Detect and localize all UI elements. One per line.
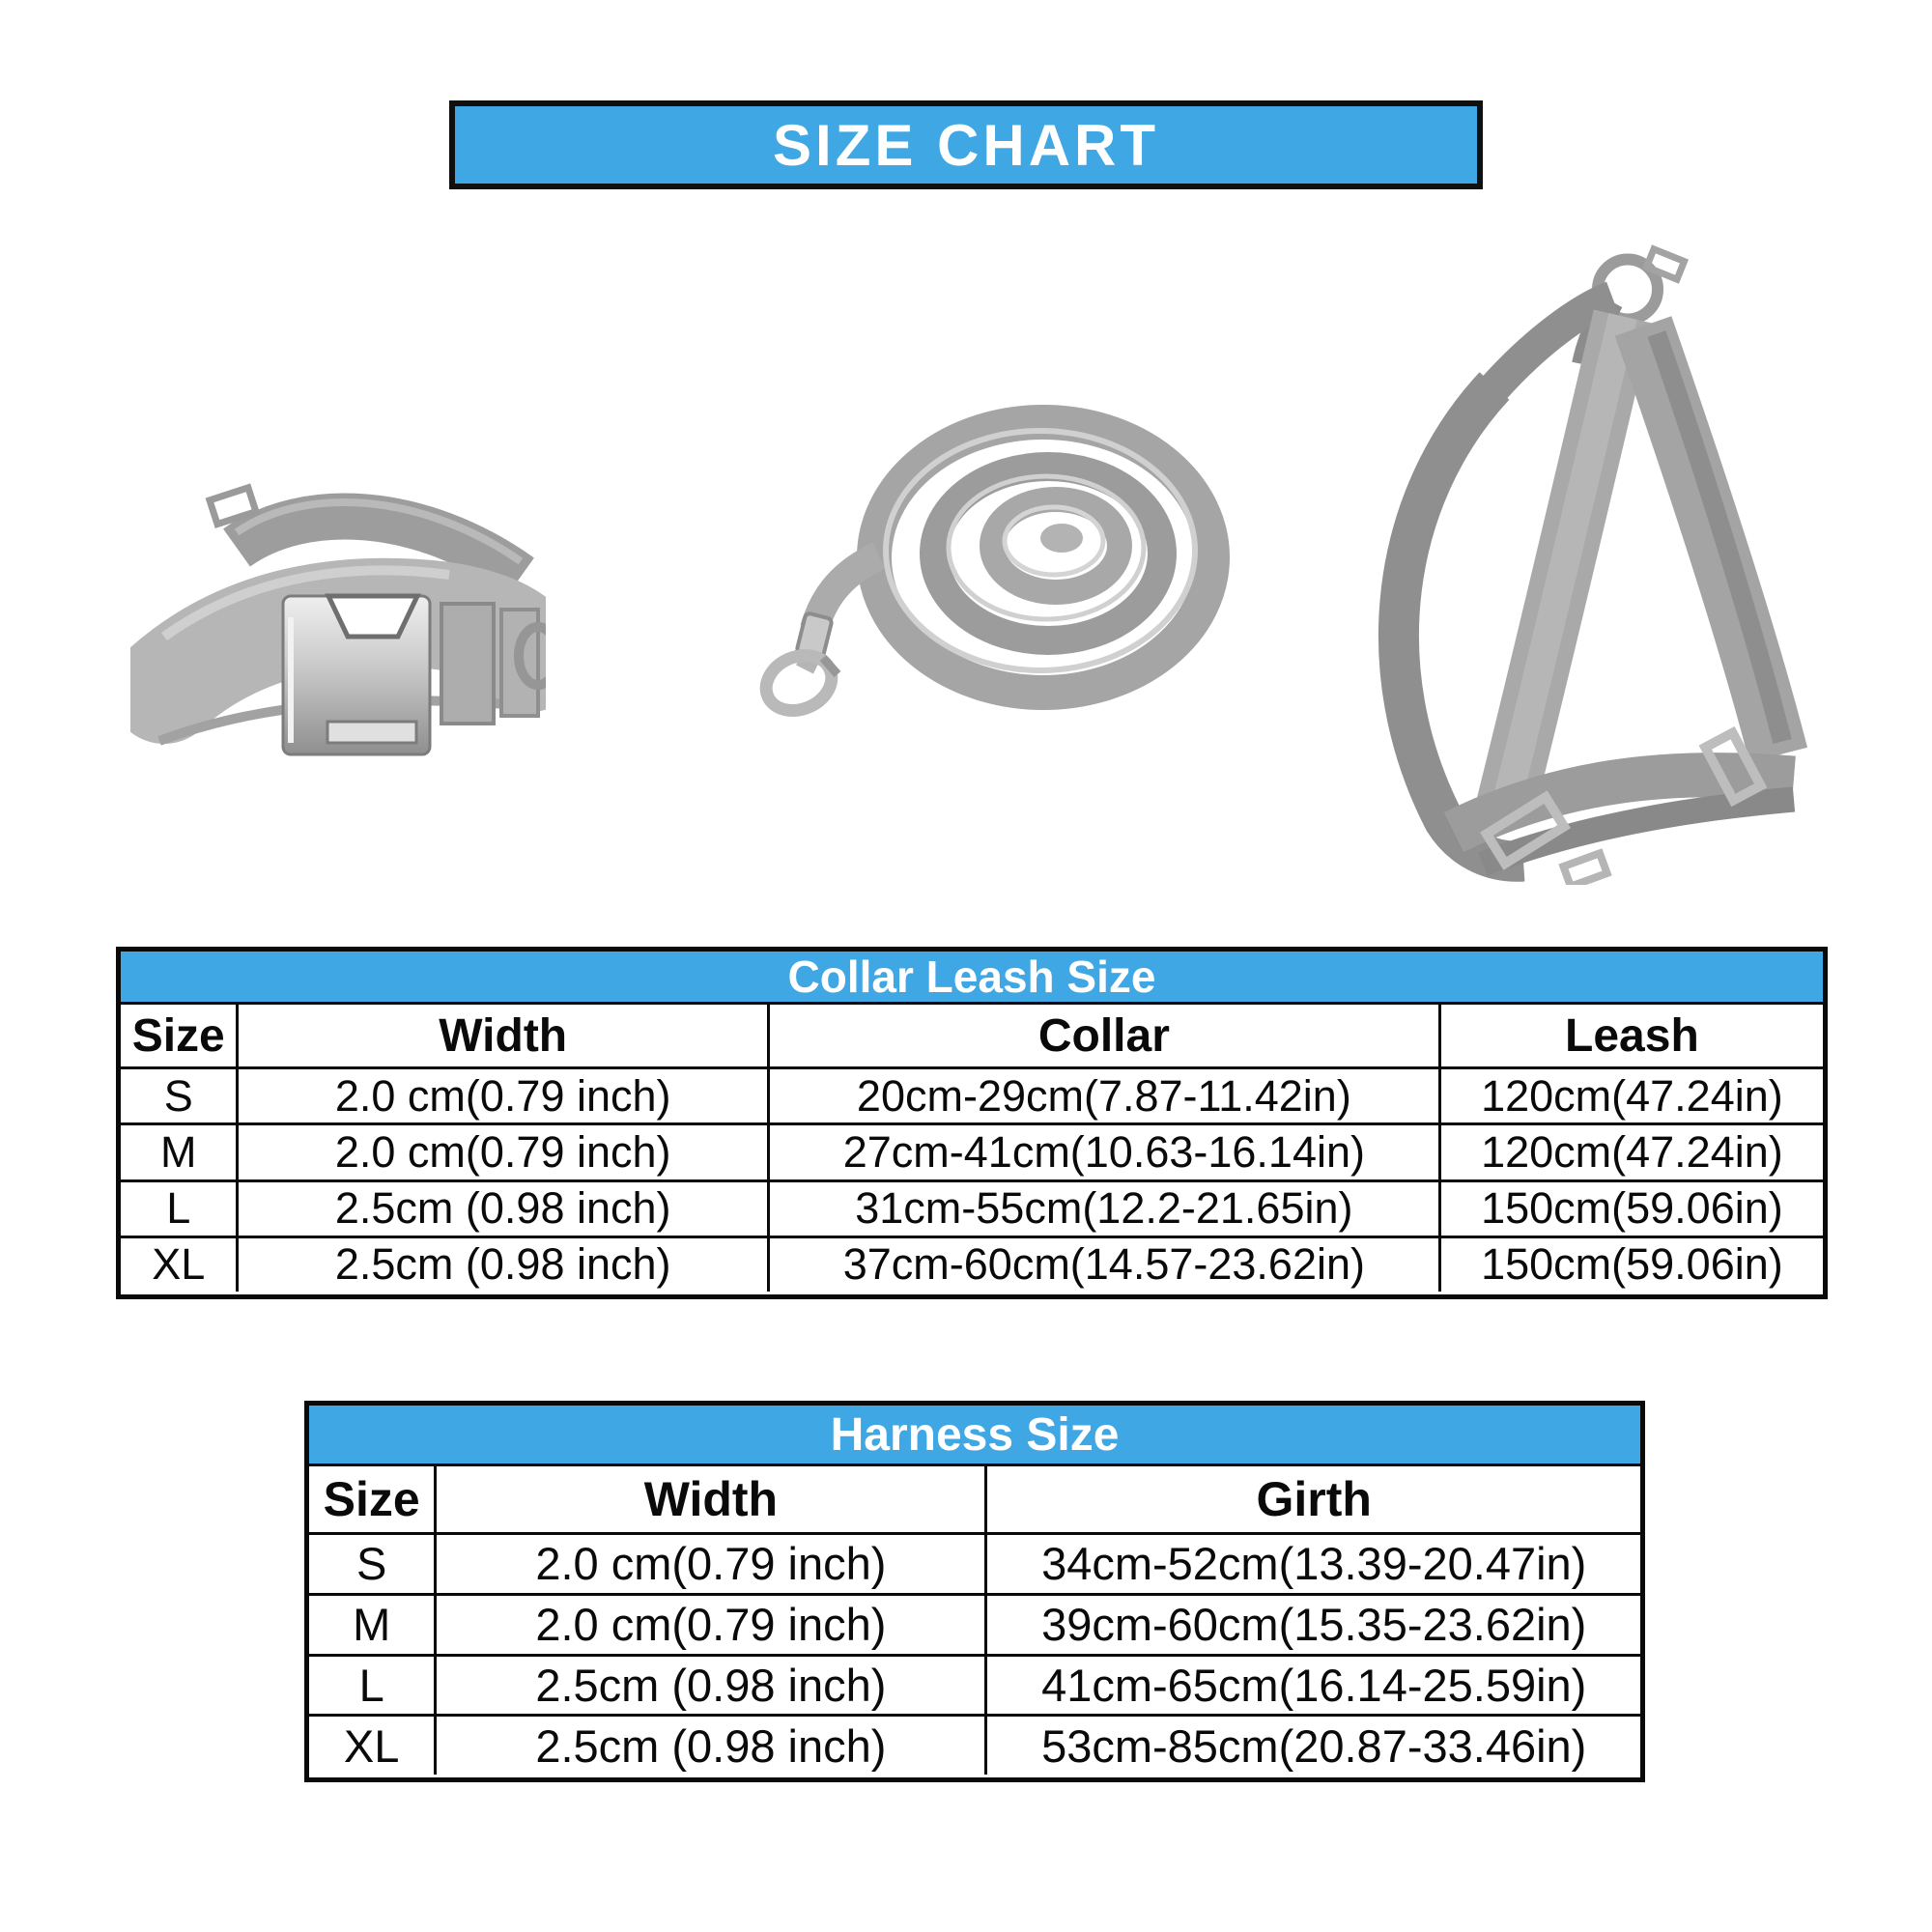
harness-size-table <box>304 1401 1645 1782</box>
collar-leash-table-title: Collar Leash Size <box>121 952 1823 1005</box>
table-cell: L <box>121 1179 236 1236</box>
table-cell: 27cm-41cm(10.63-16.14in) <box>767 1122 1438 1179</box>
table-cell: 20cm-29cm(7.87-11.42in) <box>767 1066 1438 1122</box>
table-cell: 2.0 cm(0.79 inch) <box>434 1593 984 1654</box>
table-cell: 2.5cm (0.98 inch) <box>236 1236 767 1292</box>
leash-snap-hook-icon <box>757 612 840 720</box>
collar-image <box>130 462 546 763</box>
column-header: Size <box>131 1009 225 1062</box>
page-title-banner <box>449 100 1483 189</box>
table-cell: L <box>309 1654 434 1715</box>
collar-leash-size-table <box>116 947 1828 1299</box>
column-header: Collar <box>767 1005 1438 1066</box>
table-cell: 39cm-60cm(15.35-23.62in) <box>984 1593 1640 1654</box>
table-cell: 31cm-55cm(12.2-21.65in) <box>767 1179 1438 1236</box>
harness-straps <box>1399 298 1794 865</box>
table-cell: 2.0 cm(0.79 inch) <box>434 1532 984 1593</box>
table-cell: 120cm(47.24in) <box>1438 1122 1823 1179</box>
table-cell: 150cm(59.06in) <box>1438 1236 1823 1292</box>
column-header: Leash <box>1438 1005 1823 1066</box>
table-cell: 2.5cm (0.98 inch) <box>434 1714 984 1775</box>
table-cell: 2.0 cm(0.79 inch) <box>236 1122 767 1179</box>
table-cell: M <box>121 1122 236 1179</box>
table-cell: 53cm-85cm(20.87-33.46in) <box>984 1714 1640 1775</box>
table-cell: S <box>309 1532 434 1593</box>
table-cell: 2.5cm (0.98 inch) <box>434 1654 984 1715</box>
collar-leash-table-grid <box>121 1005 1823 1292</box>
leash-image <box>729 391 1232 720</box>
harness-image <box>1338 240 1845 885</box>
table-cell: XL <box>121 1236 236 1292</box>
column-header: Width <box>434 1466 984 1532</box>
table-cell: 150cm(59.06in) <box>1438 1179 1823 1236</box>
leash-coil <box>874 422 1212 693</box>
column-header: Width <box>236 1005 767 1066</box>
table-cell: 120cm(47.24in) <box>1438 1066 1823 1122</box>
table-cell: XL <box>309 1714 434 1775</box>
column-header: Girth <box>984 1466 1640 1532</box>
table-cell: 2.5cm (0.98 inch) <box>236 1179 767 1236</box>
harness-table-grid <box>309 1466 1640 1775</box>
column-header: Size <box>323 1472 420 1526</box>
table-cell: S <box>121 1066 236 1122</box>
table-cell: 34cm-52cm(13.39-20.47in) <box>984 1532 1640 1593</box>
collar-buckle-icon <box>283 596 430 754</box>
table-cell: 41cm-65cm(16.14-25.59in) <box>984 1654 1640 1715</box>
page-title: SIZE CHART <box>773 112 1159 178</box>
harness-table-title: Harness Size <box>309 1406 1640 1466</box>
table-cell: 37cm-60cm(14.57-23.62in) <box>767 1236 1438 1292</box>
table-cell: M <box>309 1593 434 1654</box>
table-cell: 2.0 cm(0.79 inch) <box>236 1066 767 1122</box>
